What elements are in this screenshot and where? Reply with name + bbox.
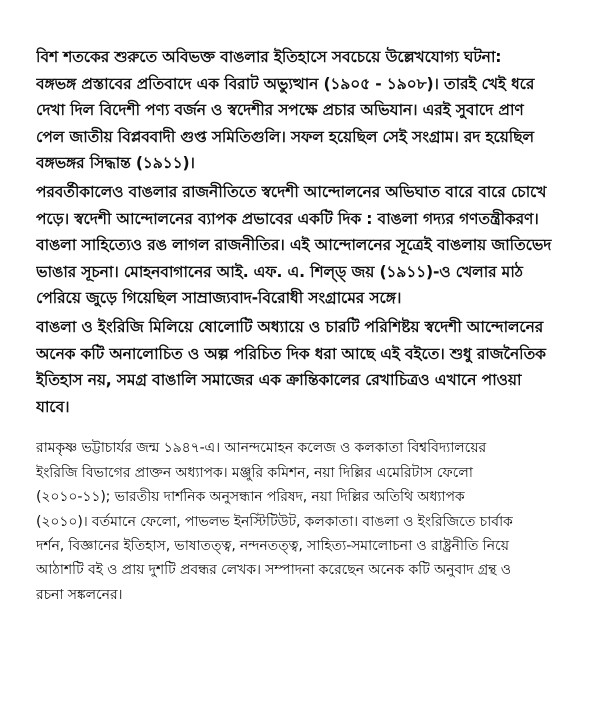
blurb-line: পরবর্তীকালেও বাঙলার রাজনীতিতে স্বদেশী আন্দোলনের অভিঘাত বারে বারে চোখে [36,182,547,201]
author-bio-paragraph [36,436,566,607]
blurb-line: বিশ শতকের শুরুতে অবিভক্ত বাঙলার ইতিহাসে সবচেয়ে উল্লেখযোগ্য ঘটনা: [36,48,502,66]
bio-line: আঠাশটি বই ও প্রায় দুশটি প্রবন্ধর লেখক। সম্পাদনা করেছেন অনেক কটি অনুবাদ গ্রন্থ ও [36,562,511,579]
blurb-line: বাঙলা ও ইংরিজি মিলিয়ে ষোলোটি অধ্যায়ে ও চারটি পরিশিষ্টয় স্বদেশী আন্দোলনের [36,317,544,336]
blurb-paragraph-1 [36,44,566,177]
book-blurb [36,44,566,420]
blurb-line: দেখা দিল বিদেশী পণ্য বর্জন ও স্বদেশীর সপক্ষে প্রচার অভিযান। এরই সুবাদে প্রাণ [36,101,524,120]
blurb-line: ইতিহাস নয়, সমগ্র বাঙালি সমাজের এক ক্রান্তিকালের রেখাচিত্রও এখানে পাওয়া [36,371,522,390]
bio-line: রচনা সঙ্কলনের। [36,586,123,603]
bio-line: দর্শন, বিজ্ঞানের ইতিহাস, ভাষাতত্ত্ব, নন্দনতত্ত্ব, সাহিত্য-সমালোচনা ও রাষ্ট্রনীতি নিয়ে [36,537,509,554]
blurb-paragraph-3 [36,314,566,420]
blurb-line: বাঙলা সাহিত্যেও রঙ লাগল রাজনীতির। এই আন্দোলনের সূত্রেই বাঙলায় জাতিভেদ [36,236,552,255]
bio-line: রামকৃষ্ণ ভট্টাচার্যর জন্ম ১৯৪৭-এ। আনন্দমোহন কলেজ ও কলকাতা বিশ্ববিদ্যালয়ের [36,440,487,457]
bio-line: (২০১০-১১); ভারতীয় দার্শনিক অনুসন্ধান পরিষদ, নয়া দিল্লির অতিথি অধ্যাপক [36,489,465,506]
blurb-line: যাবে। [36,397,70,416]
blurb-line: পড়ে। স্বদেশী আন্দোলনের ব্যাপক প্রভাবের একটি দিক : বাঙলা গদ্যর গণতন্ত্রীকরণ। [36,209,539,228]
bio-line: (২০১০)। বর্তমানে ফেলো, পাভলভ ইনস্টিটিউট, কলকাতা। বাঙলা ও ইংরিজিতে চার্বাক [36,513,513,530]
blurb-line: পেল জাতীয় বিপ্লববাদী গুপ্ত সমিতিগুলি। সফল হয়েছিল সেই সংগ্রাম। রদ হয়েছিল [36,127,534,146]
blurb-paragraph-2 [36,179,566,312]
author-bio [36,436,566,607]
blurb-line: অনেক কটি অনালোচিত ও অল্প পরিচিত দিক ধরা আছে এই বইতে। শুধু রাজনৈতিক [36,344,546,363]
bio-line: ইংরিজি বিভাগের প্রাক্তন অধ্যাপক। মঞ্জুরি কমিশন, নয়া দিল্লির এমেরিটাস ফেলো [36,464,473,481]
blurb-line: ভাঙার সূচনা। মোহনবাগানের আই. এফ. এ. শিল্ড্ জয় (১৯১১)-ও খেলার মাঠ [36,262,523,281]
blurb-line: বঙ্গভঙ্গর সিদ্ধান্ত (১৯১১)। [36,154,195,173]
blurb-line: পেরিয়ে জুড়ে গিয়েছিল সাম্রাজ্যবাদ-বিরোধী সংগ্রামের সঙ্গে। [36,289,402,308]
blurb-line: বঙ্গভঙ্গ প্রস্তাবের প্রতিবাদে এক বিরাট অভ্যুত্থান (১৯০৫ - ১৯০৮)। তারই খেই ধরে [36,74,535,93]
